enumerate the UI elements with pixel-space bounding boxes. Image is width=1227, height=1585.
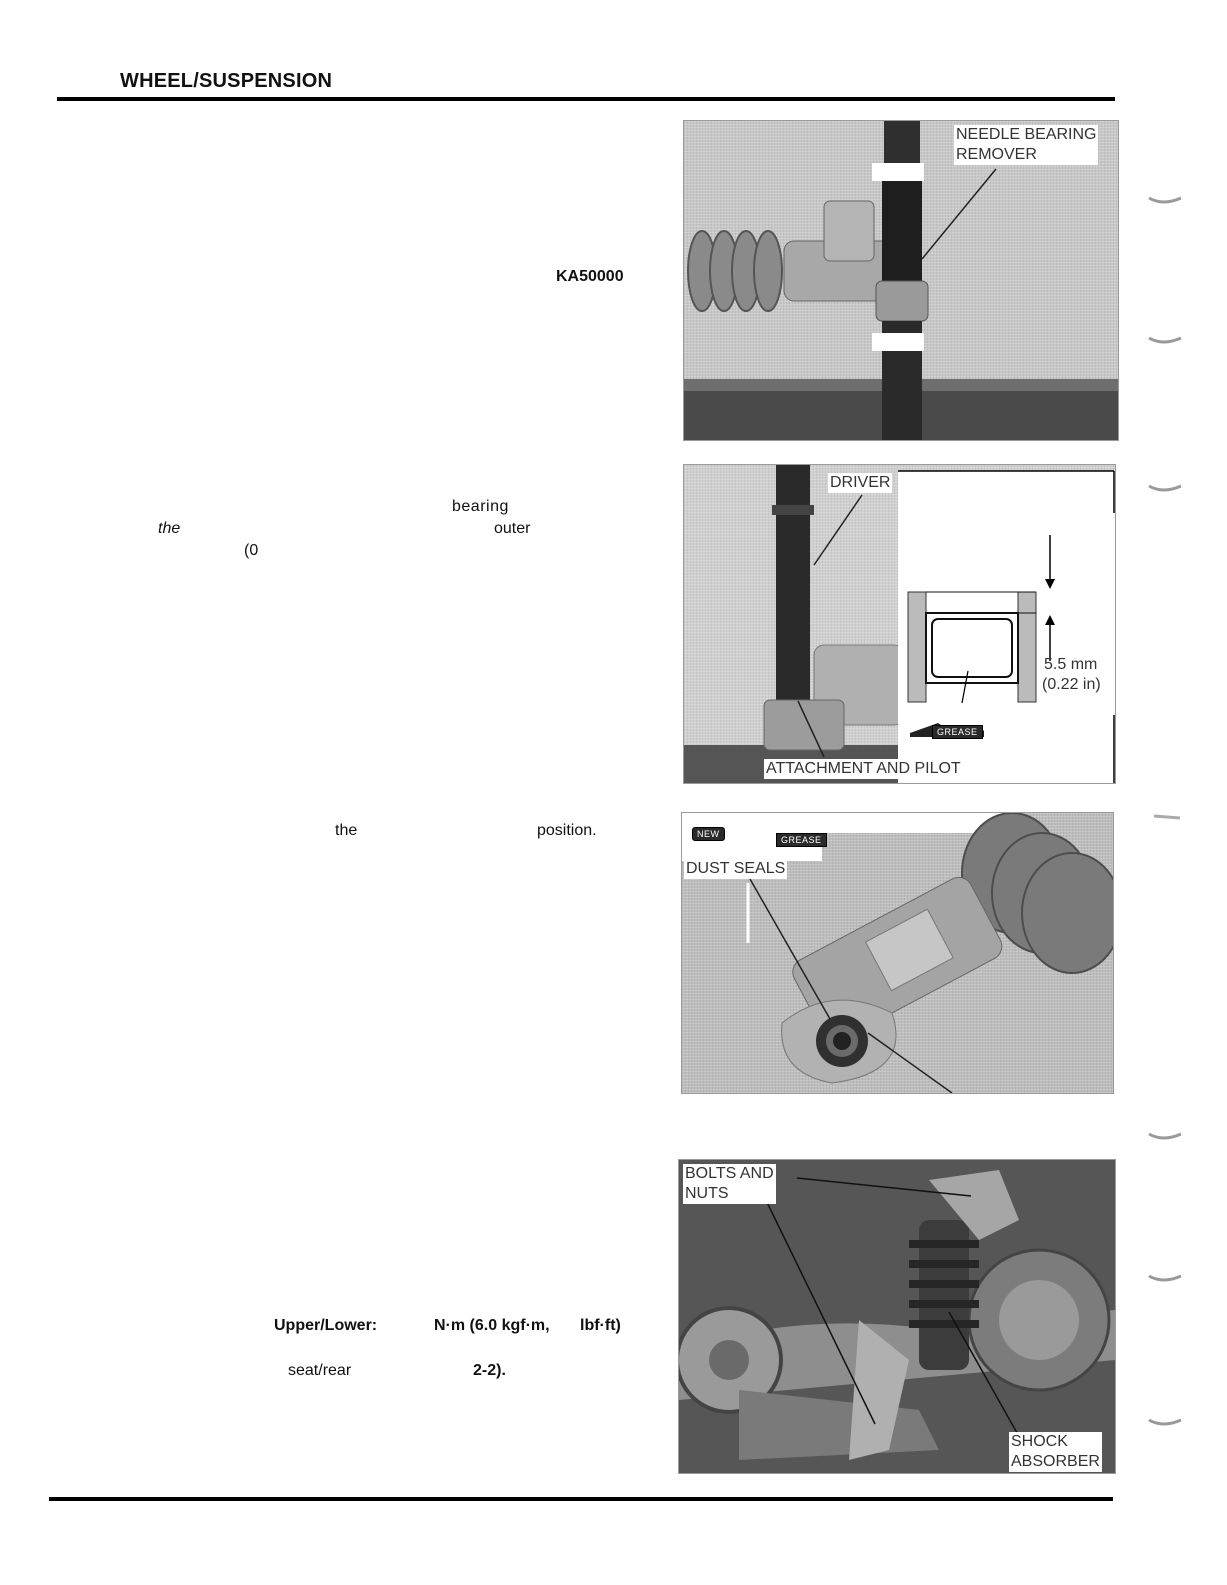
figure-shock-absorber-installation <box>678 1159 1116 1474</box>
figure-2-illustration <box>684 465 1115 783</box>
depth-measurement-mm: 5.5 mm <box>1044 656 1098 673</box>
text-outer: outer <box>494 520 531 537</box>
binder-mark <box>1145 190 1185 210</box>
callout-bolts-and-nuts: BOLTS AND NUTS <box>685 1165 774 1202</box>
depth-measurement-in: (0.22 in) <box>1042 676 1101 693</box>
binder-mark <box>1145 1126 1185 1146</box>
callout-driver: DRIVER <box>830 474 891 491</box>
figure-3-illustration <box>682 813 1113 1093</box>
section-title: WHEEL/SUSPENSION <box>120 70 333 92</box>
grease-icon: GREASE <box>776 833 827 847</box>
torque-unit: lbf·ft) <box>580 1317 621 1334</box>
text-bearing: bearing <box>452 498 509 515</box>
figure-1-illustration <box>684 121 1118 440</box>
footer-rule <box>49 1497 1113 1501</box>
text-the-2: the <box>335 822 358 839</box>
binder-mark <box>1145 330 1185 350</box>
new-part-icon: NEW <box>692 827 725 841</box>
tool-code: KA50000 <box>556 268 624 285</box>
callout-dust-seals: DUST SEALS <box>686 860 786 877</box>
figure-needle-bearing-remover <box>683 120 1119 441</box>
binder-mark <box>1150 808 1190 828</box>
text-position: position. <box>537 822 597 839</box>
binder-mark <box>1145 1268 1185 1288</box>
header-rule <box>57 97 1115 101</box>
text-seat-rear: seat/rear <box>288 1362 352 1379</box>
text-paren: (0 <box>244 542 259 559</box>
callout-needle-bearing-remover: NEEDLE BEARING REMOVER <box>956 126 1097 163</box>
figure-4-illustration <box>679 1160 1115 1473</box>
page-reference: 2-2). <box>473 1362 506 1379</box>
text-the: the <box>158 520 181 537</box>
figure-dust-seals <box>681 812 1114 1094</box>
binder-mark <box>1145 1412 1185 1432</box>
grease-icon: GREASE <box>932 725 983 739</box>
figure-driver-installation <box>683 464 1116 784</box>
callout-attachment-and-pilot: ATTACHMENT AND PILOT <box>766 760 961 777</box>
binder-mark <box>1145 478 1185 498</box>
torque-label: Upper/Lower: <box>274 1317 378 1334</box>
torque-value: N·m (6.0 kgf·m, <box>434 1317 550 1334</box>
callout-shock-absorber: SHOCK ABSORBER <box>1011 1433 1100 1470</box>
